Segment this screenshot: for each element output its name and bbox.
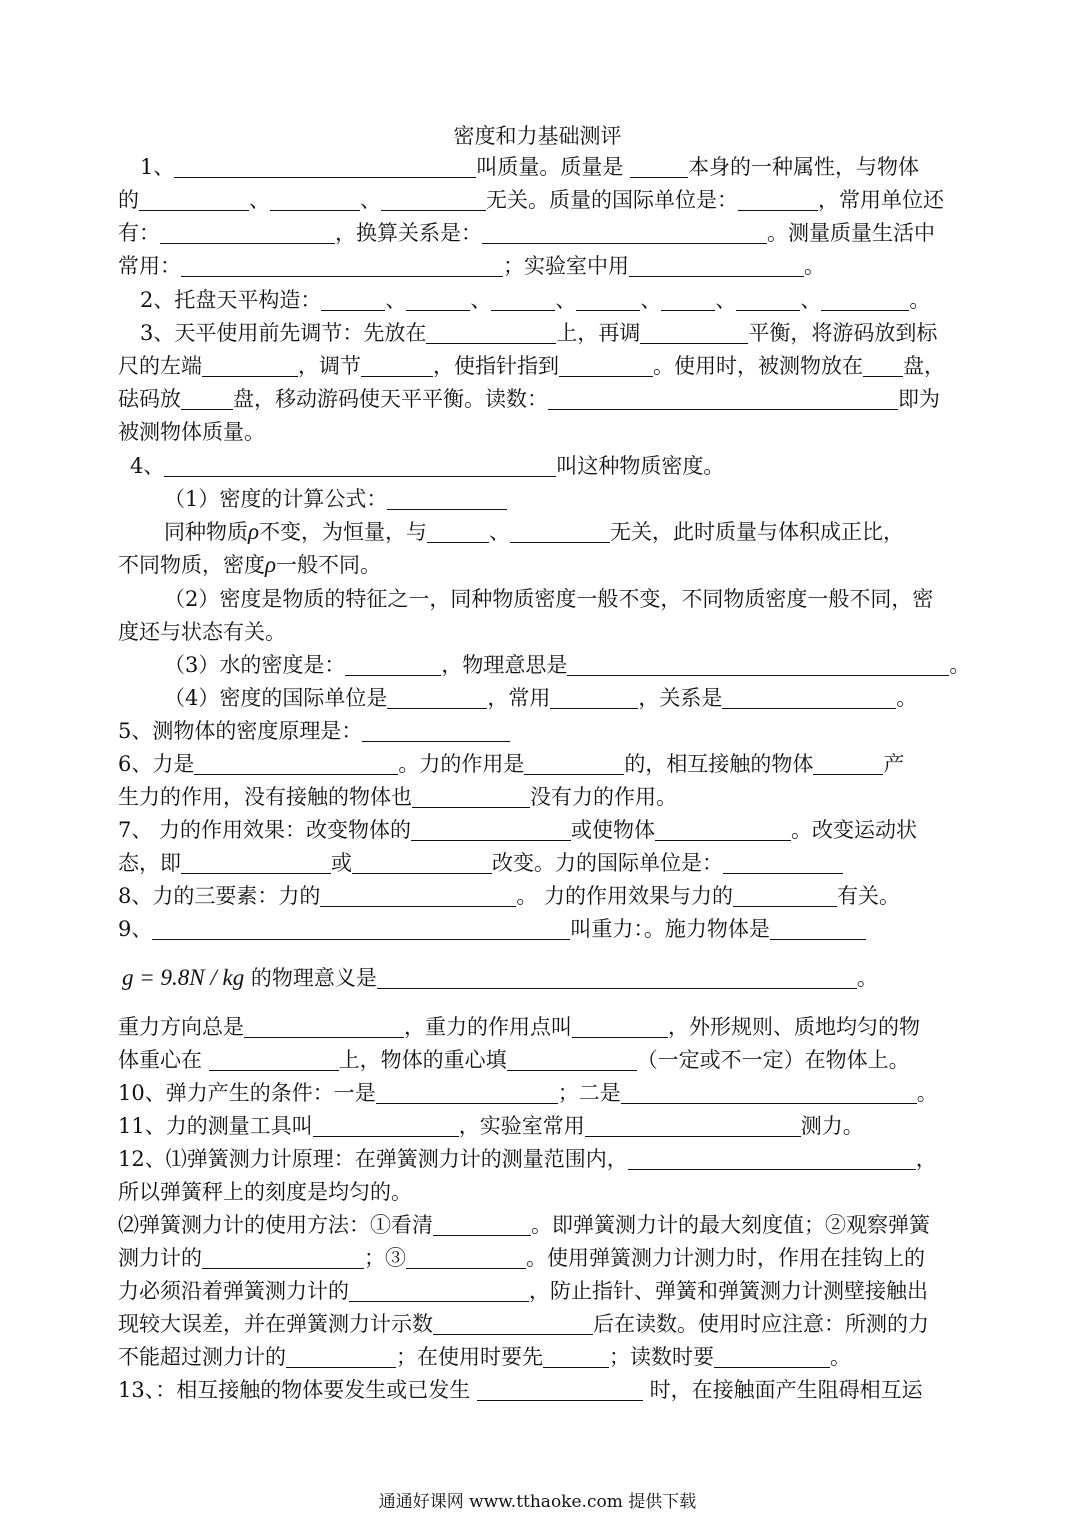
blank[interactable] xyxy=(194,752,398,775)
blank[interactable] xyxy=(770,917,866,940)
blank[interactable] xyxy=(426,321,556,344)
q8-line: 8、力的三要素：力的 。 力的作用效果与力的 有关。 xyxy=(118,884,901,908)
footer-source: 通通好课网 www.tthaoke.com 提供下载 xyxy=(378,1492,697,1512)
blank[interactable] xyxy=(661,288,715,311)
q6-line1: 6、力是 。力的作用是 的，相互接触的物体 产 xyxy=(118,752,905,776)
blank[interactable] xyxy=(427,520,489,543)
q4-line3: 不同物质，密度ρ一般不同。 xyxy=(118,552,382,577)
blank[interactable] xyxy=(628,1147,916,1170)
blank[interactable] xyxy=(738,188,818,211)
blank[interactable] xyxy=(640,321,748,344)
blank[interactable] xyxy=(722,686,896,709)
blank[interactable] xyxy=(181,254,503,277)
q12-line3: ⑵弹簧测力计的使用方法：①看清 。即弹簧测力计的最大刻度值；②观察弹簧 xyxy=(118,1213,930,1237)
q5-line: 5、测物体的密度原理是： xyxy=(118,716,960,746)
q7-line2: 态，即 或 改变。力的国际单位是： xyxy=(118,848,960,878)
blank[interactable] xyxy=(723,851,843,874)
q12-line2: 所以弹簧秤上的刻度是均匀的。 xyxy=(118,1180,412,1204)
blank[interactable] xyxy=(406,288,470,311)
q12-line5: 力必须沿着弹簧测力计的 ，防止指针、弹簧和弹簧测力计测壁接触出 xyxy=(118,1279,928,1303)
blank[interactable] xyxy=(821,288,909,311)
blank[interactable] xyxy=(313,1114,459,1137)
blank[interactable] xyxy=(813,752,883,775)
q3-line4: 被测物体质量。 xyxy=(118,420,265,444)
blank[interactable] xyxy=(507,1048,637,1071)
q4-line6: （3）水的密度是： ，物理意思是 。 xyxy=(164,653,971,677)
blank[interactable] xyxy=(477,1378,643,1401)
rho-symbol: ρ xyxy=(248,519,260,544)
blank[interactable] xyxy=(412,785,530,808)
blank[interactable] xyxy=(164,454,556,477)
blank[interactable] xyxy=(202,354,298,377)
blank[interactable] xyxy=(510,520,610,543)
blank[interactable] xyxy=(139,188,249,211)
q4-line2: 同种物质ρ不变，为恒量，与 、 无关，此时质量与体积成正比， xyxy=(164,519,905,544)
blank[interactable] xyxy=(381,188,486,211)
blank[interactable] xyxy=(863,354,903,377)
q4-line: 4、 叫这种物质密度。 xyxy=(130,454,725,478)
blank[interactable] xyxy=(543,1345,609,1368)
blank[interactable] xyxy=(655,818,791,841)
blank[interactable] xyxy=(630,155,688,178)
q12-line1: 12、⑴弹簧测力计原理：在弹簧测力计的测量范围内， ， xyxy=(118,1147,937,1171)
blank[interactable] xyxy=(387,487,507,510)
q10-line: 10、弹力产生的条件：一是 ；二是 。 xyxy=(118,1081,938,1105)
q2-line: 2、托盘天平构造： 、 、 、 、 、 、 。 xyxy=(140,288,931,312)
blank[interactable] xyxy=(714,1345,830,1368)
q1-line2: 的 、 、 无关。质量的国际单位是： ，常用单位还 xyxy=(118,188,944,212)
blank[interactable] xyxy=(482,221,767,244)
blank[interactable] xyxy=(524,752,624,775)
blank[interactable] xyxy=(320,884,516,907)
blank[interactable] xyxy=(362,719,510,742)
blank[interactable] xyxy=(174,155,476,178)
q11-line: 11、力的测量工具叫 ，实验室常用 测力。 xyxy=(118,1114,864,1138)
blank[interactable] xyxy=(244,1015,404,1038)
blank[interactable] xyxy=(433,1312,593,1335)
blank[interactable] xyxy=(160,221,335,244)
blank[interactable] xyxy=(361,354,433,377)
blank[interactable] xyxy=(548,387,898,410)
q13-line: 13、：相互接触的物体要发生或已发生 时，在接触面产生阻碍相互运 xyxy=(118,1378,923,1402)
blank[interactable] xyxy=(559,354,653,377)
blank[interactable] xyxy=(572,1015,668,1038)
blank[interactable] xyxy=(377,966,857,989)
blank[interactable] xyxy=(733,884,837,907)
q4-line7: （4）密度的国际单位是 ，常用 ，关系是 。 xyxy=(164,686,918,710)
blank[interactable] xyxy=(491,288,555,311)
blank[interactable] xyxy=(406,1246,526,1269)
q3-line3: 砝码放 盘，移动游码使天平平衡。读数： 即为 xyxy=(118,387,940,411)
q7-line1: 7、 力的作用效果：改变物体的 或使物体 。改变运动状 xyxy=(118,818,918,842)
blank[interactable] xyxy=(209,1048,339,1071)
blank[interactable] xyxy=(629,254,804,277)
blank[interactable] xyxy=(550,686,638,709)
blank[interactable] xyxy=(387,686,487,709)
q12-line4: 测力计的 ；③ 。使用弹簧测力计测力时，作用在挂钩上的 xyxy=(118,1246,925,1270)
blank[interactable] xyxy=(576,288,640,311)
blank[interactable] xyxy=(376,1081,558,1104)
q9-line3: 重力方向总是 ，重力的作用点叫 ，外形规则、质地均匀的物 xyxy=(118,1015,920,1039)
q3-line1: 3、天平使用前先调节：先放在 上，再调 平衡，将游码放到标 xyxy=(140,321,938,345)
blank[interactable] xyxy=(567,653,949,676)
q1-line4: 常用： ；实验室中用 。 xyxy=(118,254,825,278)
q9-line4: 体重心在 上，物体的重心填 （一定或不一定）在物体上。 xyxy=(118,1048,910,1072)
q12-line7: 不能超过测力计的 ；在使用时要先 ；读数时要 。 xyxy=(118,1345,851,1369)
q12-line6: 现较大误差，并在弹簧测力计示数 后在读数。使用时应注意：所测的力 xyxy=(118,1312,929,1336)
q3-line2: 尺的左端 ，调节 ，使指针指到 。使用时，被测物放在 盘， xyxy=(118,354,945,378)
blank[interactable] xyxy=(286,1345,396,1368)
q4-line5: 度还与状态有关。 xyxy=(118,620,286,644)
blank[interactable] xyxy=(621,1081,917,1104)
blank[interactable] xyxy=(433,1213,531,1236)
blank[interactable] xyxy=(352,851,492,874)
q9-line1: 9、 叫重力：。施力物体是 xyxy=(118,914,960,944)
q1-line1: 1、 叫质量。质量是 本身的一种属性，与物体 xyxy=(140,155,920,179)
q4-formula-line: （1）密度的计算公式： xyxy=(164,484,1006,514)
q4-line4: （2）密度是物质的特征之一，同种物质密度一般不变，不同物质密度一般不同，密 xyxy=(164,587,934,611)
q1-line3: 有： ，换算关系是： 。测量质量生活中 xyxy=(118,221,935,245)
blank[interactable] xyxy=(321,288,385,311)
rho-symbol: ρ xyxy=(265,552,277,577)
blank[interactable] xyxy=(411,818,571,841)
blank[interactable] xyxy=(152,917,570,940)
gravity-formula: g = 9.8N / kg xyxy=(122,965,245,990)
blank[interactable] xyxy=(585,1114,801,1137)
q9-gravity-formula-line: g = 9.8N / kg 的物理意义是 。 xyxy=(122,965,878,990)
blank[interactable] xyxy=(270,188,360,211)
blank[interactable] xyxy=(181,387,233,410)
blank[interactable] xyxy=(345,653,441,676)
blank[interactable] xyxy=(202,1246,364,1269)
blank[interactable] xyxy=(181,851,331,874)
blank[interactable] xyxy=(349,1279,529,1302)
blank[interactable] xyxy=(736,288,800,311)
page-title: 密度和力基础测评 xyxy=(453,124,622,148)
q6-line2: 生力的作用，没有接触的物体也 没有力的作用。 xyxy=(118,785,677,809)
